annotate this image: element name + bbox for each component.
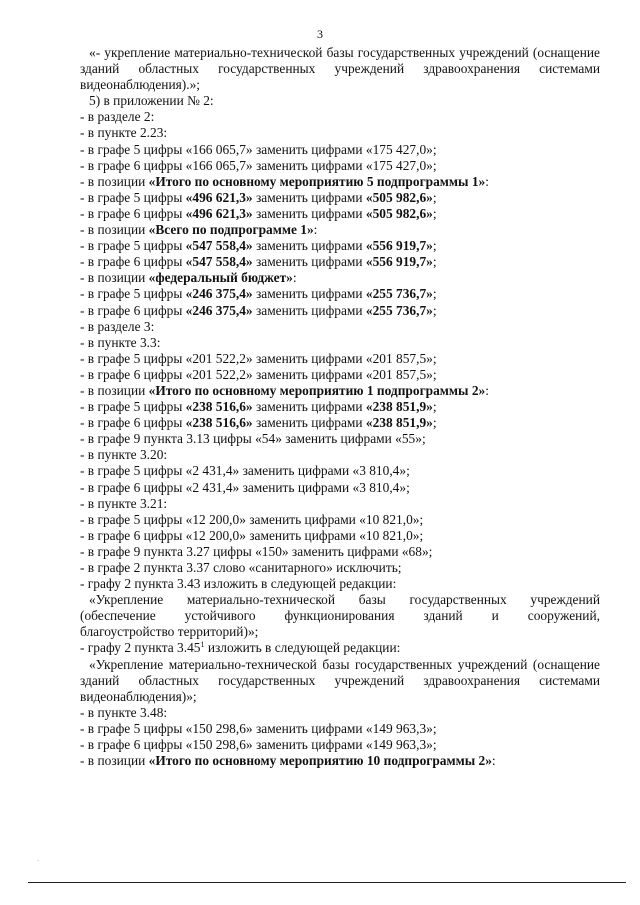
bold-text: «238 851,9»: [365, 399, 433, 415]
bold-text: «Итого по основному мероприятию 10 подпрограммы 2»: [148, 753, 492, 769]
text-span: заменить цифрами: [252, 286, 366, 302]
text-line: [80, 753, 600, 769]
text-span: заменить цифрами: [252, 205, 366, 221]
bold-text: «238 851,9»: [365, 415, 433, 431]
text-span: заменить цифрами: [252, 415, 366, 431]
text-span: ;: [432, 189, 437, 205]
text-span: ;: [432, 254, 437, 270]
text-span: :: [292, 270, 297, 286]
text-line: - в графе 6 цифры «12 200,0» заменить цифрами «10 821,0»;: [80, 527, 424, 543]
text-line: - в разделе 3:: [80, 318, 155, 334]
text-line: - в разделе 2:: [80, 109, 155, 125]
text-span: - в позиции: [80, 753, 149, 769]
bold-text: «547 558,4»: [185, 254, 253, 270]
text-line: - в пункте 3.3:: [80, 334, 161, 350]
bold-text: «255 736,7»: [365, 286, 433, 302]
text-line: - в графе 5 цифры «12 200,0» заменить цифрами «10 821,0»;: [80, 511, 424, 527]
paragraph: «Укрепление материально-технической базы государственных учреждений: [89, 592, 600, 608]
superscript: 1: [200, 640, 205, 650]
bold-text: «238 516,6»: [185, 399, 253, 415]
bold-text: «505 982,6»: [365, 205, 433, 221]
text-line: - в графе 5 цифры «150 298,6» заменить цифрами «149 963,3»;: [80, 720, 437, 736]
text-span: заменить цифрами: [252, 189, 366, 205]
bold-text: «496 621,3»: [185, 205, 253, 221]
text-span: - в позиции: [80, 270, 149, 286]
text-line: [80, 399, 600, 415]
text-line: - в графе 5 цифры «201 522,2» заменить цифрами «201 857,5»;: [80, 350, 437, 366]
paragraph: «Укрепление материально-технической базы государственных учреждений (оснащение зданий областных государственных учреждений здравоохранения системами видеонаблюдения)»;: [80, 656, 600, 704]
text-span: - в графе 6 цифры: [80, 254, 186, 270]
text-line: - в графе 6 цифры «201 522,2» заменить цифрами «201 857,5»;: [80, 366, 437, 382]
footer-rule: [28, 882, 626, 883]
text-span: заменить цифрами: [252, 399, 366, 415]
text-line: - в графе 9 пункта 3.13 цифры «54» заменить цифрами «55»;: [80, 431, 426, 447]
page-number: 3: [317, 27, 323, 41]
text-line: [80, 206, 600, 222]
text-span: ;: [432, 302, 437, 318]
text-span: - в позиции: [80, 173, 149, 189]
text-line: 5) в приложении № 2:: [89, 93, 214, 109]
text-span: изложить в следующей редакции:: [204, 640, 401, 656]
text-line: - в пункте 3.20:: [80, 447, 168, 463]
paragraph: «- укрепление материально-технической базы государственных учреждений (оснащение зданий областных государственных учреждений здравоохранения системами видеонаблюдения).»;: [80, 45, 600, 93]
text-span: ;: [432, 399, 437, 415]
bold-text: «547 558,4»: [185, 238, 253, 254]
text-line: [80, 190, 600, 206]
text-span: - в графе 5 цифры: [80, 238, 186, 254]
text-span: - в графе 5 цифры: [80, 286, 186, 302]
text-span: :: [491, 753, 496, 769]
bold-text: «238 516,6»: [185, 415, 253, 431]
text-line: - графу 2 пункта 3.43 изложить в следующей редакции:: [80, 576, 397, 592]
bold-text: «556 919,7»: [365, 254, 433, 270]
text-span: ;: [432, 286, 437, 302]
text-line: [80, 238, 600, 254]
text-line: [80, 222, 600, 238]
text-line: - в пункте 3.21:: [80, 495, 168, 511]
text-line: - в пункте 2.23:: [80, 125, 168, 141]
text-line: [80, 286, 600, 302]
bold-text: «Итого по основному мероприятию 5 подпрограммы 1»: [148, 173, 486, 189]
bold-text: «556 919,7»: [365, 238, 433, 254]
text-span: - в графе 6 цифры: [80, 302, 186, 318]
bold-text: «496 621,3»: [185, 189, 253, 205]
text-line: - в графе 9 пункта 3.27 цифры «150» заменить цифрами «68»;: [80, 543, 433, 559]
text-span: :: [485, 382, 489, 398]
text-line: - в графе 2 пункта 3.37 слово «санитарного» исключить;: [80, 560, 402, 575]
text-span: - в графе 5 цифры: [80, 189, 186, 205]
text-span: :: [313, 222, 318, 238]
text-span: заменить цифрами: [252, 254, 366, 270]
text-line: [80, 415, 600, 431]
bold-text: «505 982,6»: [365, 189, 433, 205]
text-span: заменить цифрами: [252, 238, 366, 254]
bold-text: «246 375,4»: [185, 302, 253, 318]
bold-text: «Итого по основному мероприятию 1 подпрограммы 2»: [148, 382, 486, 398]
margin-mark: ·: [37, 857, 40, 865]
text-line: [80, 254, 600, 270]
text-span: - в графе 5 цифры: [80, 399, 186, 415]
text-span: ;: [432, 205, 437, 221]
text-line: - в графе 5 цифры «166 065,7» заменить цифрами «175 427,0»;: [80, 141, 437, 157]
text-span: - в позиции: [80, 382, 149, 398]
text-span: ;: [432, 415, 437, 431]
text-line: [80, 270, 600, 286]
bold-text: «255 736,7»: [365, 302, 433, 318]
text-span: - в графе 6 цифры: [80, 415, 186, 431]
text-line: [80, 383, 600, 399]
text-line: [80, 640, 600, 656]
bold-text: «Всего по подпрограмме 1»: [148, 222, 314, 238]
bold-text: «246 375,4»: [185, 286, 253, 302]
text-span: ;: [432, 238, 437, 254]
text-line: - в пункте 3.48:: [80, 704, 168, 720]
text-span: заменить цифрами: [252, 302, 366, 318]
paragraph: (обеспечение устойчивого функционирования зданий и сооружений,: [80, 608, 600, 624]
text-span: :: [485, 173, 489, 189]
text-span: - в позиции: [80, 222, 149, 238]
text-line: - в графе 5 цифры «2 431,4» заменить цифрами «3 810,4»;: [80, 463, 410, 479]
document-body: [80, 45, 600, 769]
text-line: - в графе 6 цифры «2 431,4» заменить цифрами «3 810,4»;: [80, 479, 410, 495]
bold-text: «федеральный бюджет»: [148, 270, 293, 286]
text-line: - в графе 6 цифры «150 298,6» заменить цифрами «149 963,3»;: [80, 737, 437, 753]
text-line: [80, 303, 600, 319]
text-span: - графу 2 пункта 3.45: [80, 640, 201, 656]
text-line: [80, 174, 600, 190]
text-line: - в графе 6 цифры «166 065,7» заменить цифрами «175 427,0»;: [80, 157, 437, 173]
text-span: - в графе 6 цифры: [80, 205, 186, 221]
text-line: благоустройство территорий)»;: [80, 624, 259, 640]
